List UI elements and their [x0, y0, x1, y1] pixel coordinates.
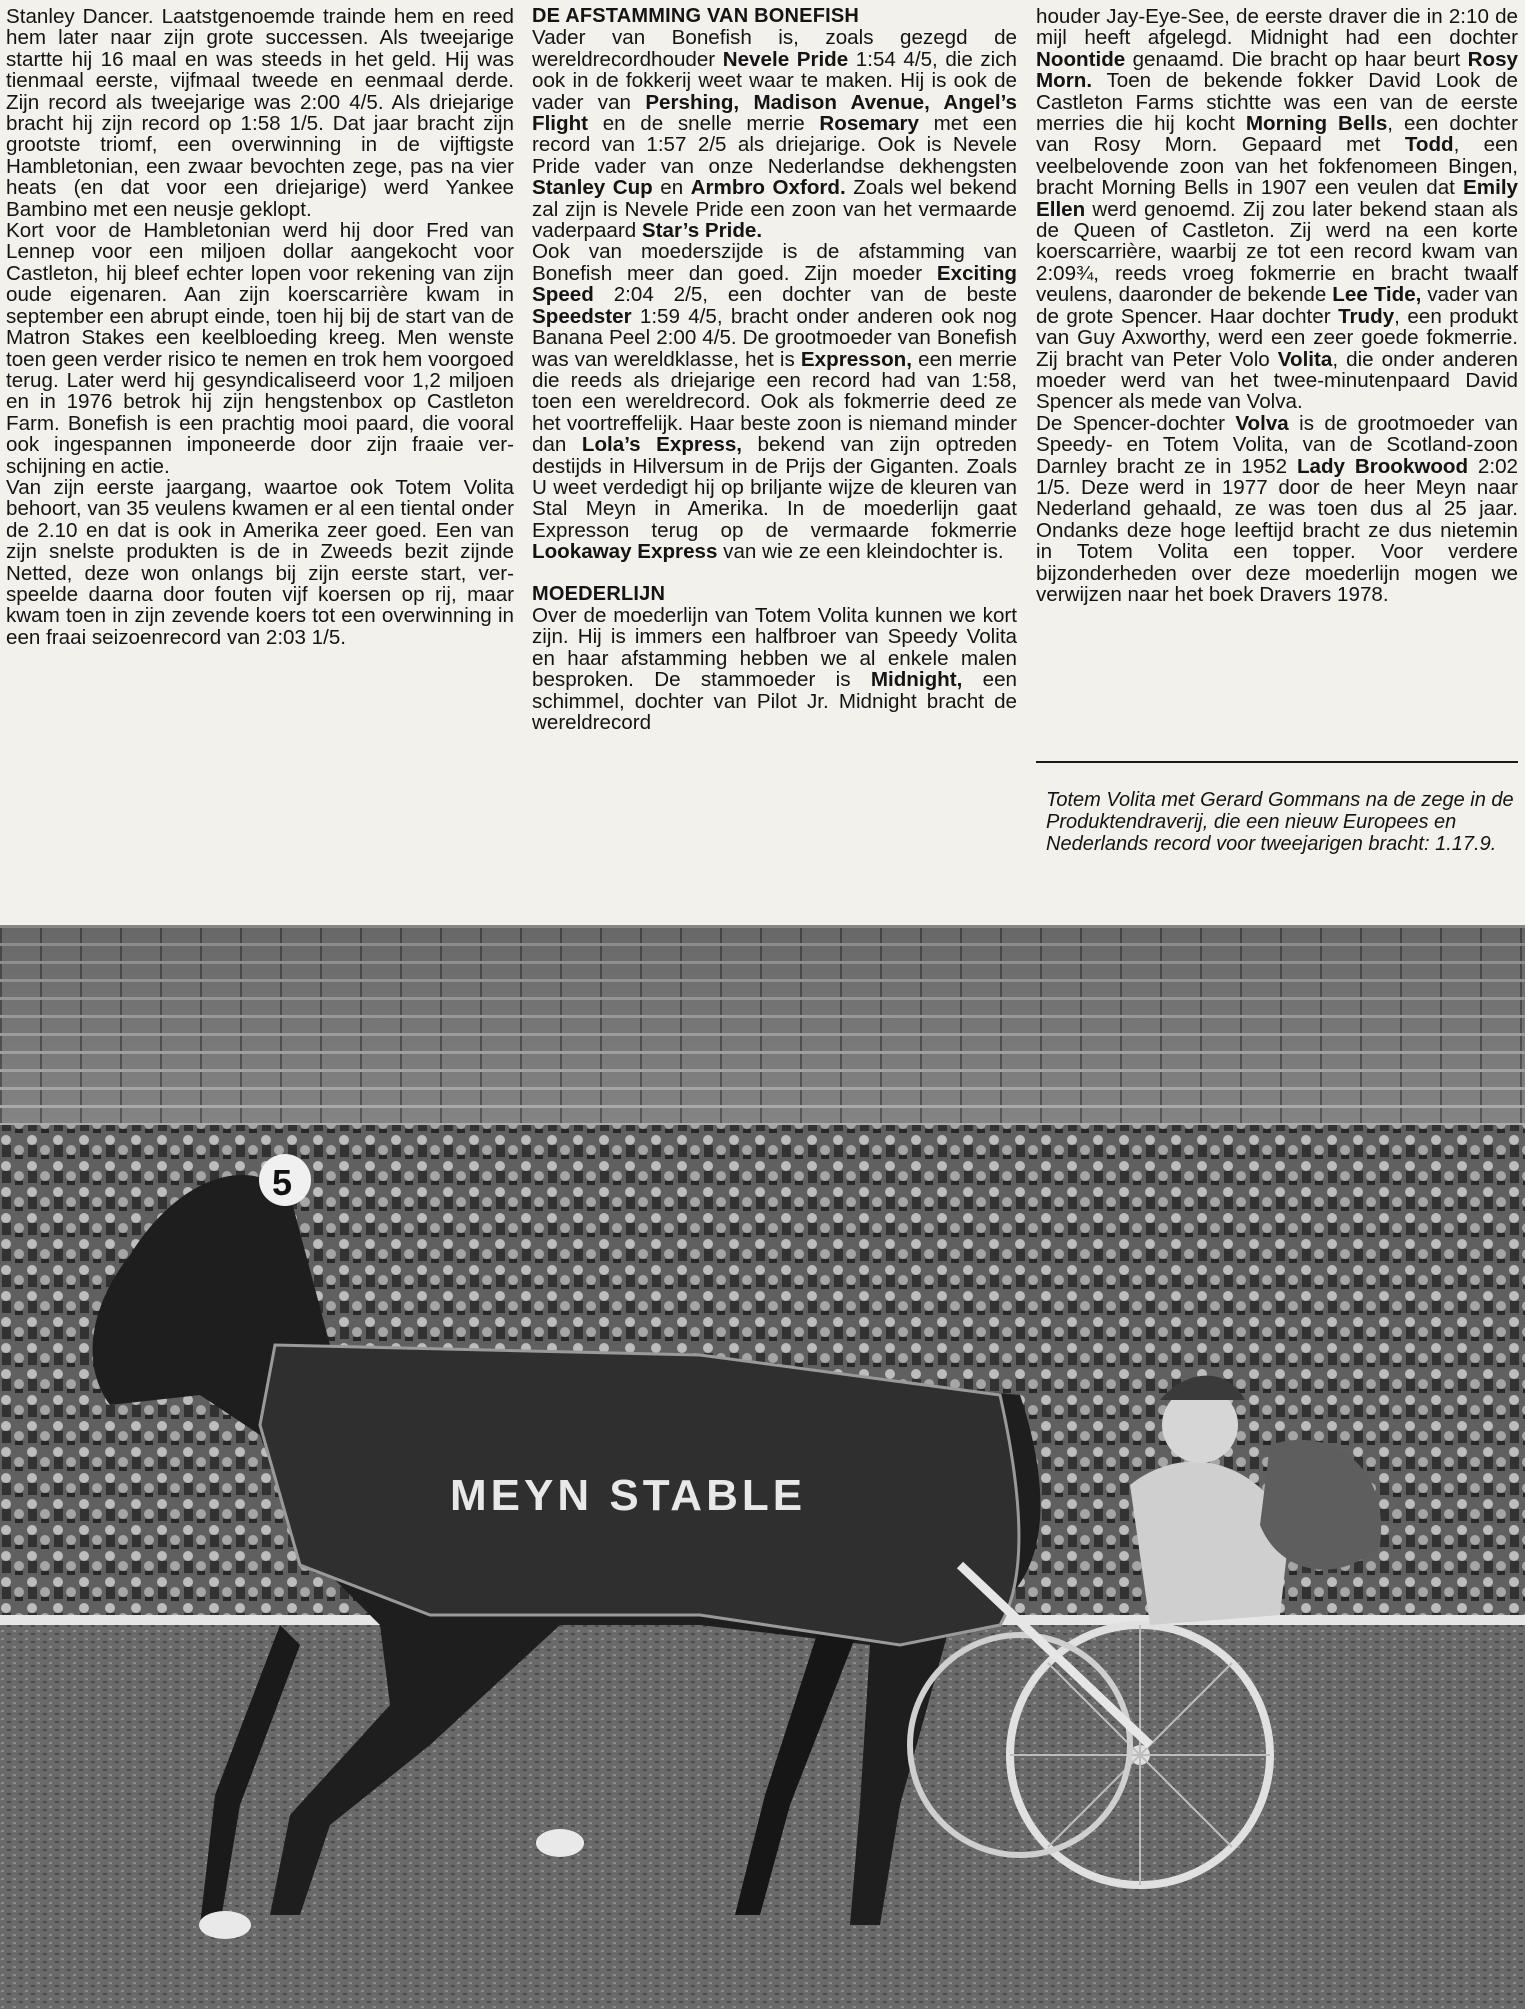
bold-name: Exciting Speed	[532, 261, 1017, 307]
text-run: is de grootmoeder van Speedy- en Totem Volita, van de Scotland-zoon Darnley bracht ze in 1952	[1036, 411, 1518, 478]
text-run: vader van de grote Spencer. Haar dochter	[1036, 283, 1518, 328]
text-run: en de snelle merrie	[588, 112, 820, 136]
text-run: genaamd. Die bracht op haar beurt	[1125, 47, 1468, 71]
text-run: met een record van 1:57 2/5 als driejarige. Ook is Nevele Pride vader van onze Nederlandse dekhengsten	[532, 112, 1017, 178]
blanket-text: MEYN STABLE	[450, 1471, 807, 1520]
bold-name: Rosy Morn.	[1036, 47, 1518, 93]
paragraph: Stanley Dancer. Laatstgenoemde trainde hem en reed hem later naar zijn grote successen. Als tweejarige startte hij 16 maal en was steeds in het geld. Hij was tienmaal eerste, vijfmaal tweede en eenmaal derde. Zijn record als tweejarige was 2:00 4/5. Als driejarige bracht hij zijn record op 1:58 1/5. Dat jaar bracht zijn grootste triomf, een overwinning in de vijftigste Hambletonian, een zwaar bevochten zege, pas na vier heats (en dat voor een driejarige) werd Yankee Bambino met een neusje geklopt.	[6, 5, 514, 221]
text-run: 2:04 2/5, een dochter van de beste	[593, 283, 1017, 307]
text-run: Vader van Bonefish is, zoals gezegd de wereldrecordhouder	[532, 26, 1017, 71]
text-run: werd genoemd. Zij zou later bekend staan als de Queen of Castleton. Zij werd na een korte koerscarrière, waarbij ze tot een record kwam van 2:09¾, reeds vroeg fokmerrie en bracht twaalf veulens, daaronder de bekende	[1036, 197, 1518, 307]
bold-name: Volva	[1235, 411, 1289, 435]
text-run: en	[652, 176, 691, 200]
bold-name: Trudy	[1338, 304, 1395, 328]
text-run: , die onder anderen moeder werd van het twee-minutenpaard David Spencer als mede van Volva.	[1036, 347, 1518, 414]
bold-name: Noontide	[1036, 47, 1126, 71]
paragraph	[1036, 413, 1518, 606]
paragraph: Van zijn eerste jaargang, waartoe ook Totem Volita behoort, van 35 veulens kwamen er al een tiental onder de 2.10 en dat is ook in Amerika zeer goed. Een van zijn snelste produkten is de in Zweeds bezit zijnde Netted, deze won onlangs bij zijn eerste start, verspeelde daarna door fouten vijf koersen op rij, maar kwam toen in zijn zevende koers tot een overwinning in een fraai seizoenrecord van 2:03 1/5.	[6, 475, 514, 649]
text-run: een merrie die reeds als driejarige een record had van 1:58, toen een wereldrecord. Ook als fokmerrie deed ze het voortreffelijk. Haar beste zoon is niemand minder dan	[532, 347, 1017, 457]
bold-name: Stanley Cup	[532, 176, 653, 200]
saddle-number: 5	[272, 1162, 293, 1203]
bold-name: Expresson,	[800, 347, 912, 371]
section-heading-moederlijn: MOEDERLIJN	[532, 582, 666, 605]
text-run: Ook van moederszijde is de afstamming van Bonefish meer dan goed. Zijn moeder	[532, 240, 1017, 285]
text-run: 2:02 1/5. Deze werd in 1977 door de heer Meyn naar Nederland gehaald, ze was toen dus al 25 jaar. Ondanks deze hoge leeftijd bracht ze dus nietemin in Totem Volita een topper. Voor verdere bijzonderheden over deze moederlijn mogen we verwijzen naar het boek Dravers 1978.	[1036, 454, 1519, 606]
text-run: Zoals wel bekend zal zijn is Nevele Pride een zoon van het vermaarde vaderpaard	[532, 176, 1017, 243]
bold-name: Todd	[1404, 133, 1454, 157]
bold-name: Pershing, Madison Avenue, Angel’s Flight	[532, 90, 1017, 136]
spacer	[532, 563, 1017, 584]
text-run: bekend van zijn optreden destijds in Hilversum in de Prijs der Giganten. Zoals U weet verdedigt hij op briljante wijze de kleuren van Stal Meyn in Amerika. In de moederlijn gaat Expresson terug op de vermaarde fokmerrie	[532, 433, 1017, 542]
bold-name: Volita	[1277, 347, 1333, 371]
text-run: , een dochter van Rosy Morn. Gepaard met	[1036, 112, 1519, 157]
bold-name: Morning Bells	[1245, 112, 1388, 136]
paragraph: Kort voor de Hambletonian werd hij door Fred van Lennep voor een miljoen dollar aangekocht voor Castleton, hij bleef echter lopen voor rekening van zijn oude eigenaren. Aan zijn koerscarrière kwam in september een abrupt einde, toen hij bij de start van de Matron Stakes een keelbloeding kreeg. Men wenste toen geen verder risico te nemen en trok hem voorgoed terug. Later werd hij gesyndicaliseerd voor 1,2 miljoen en in 1976 betrok hij zijn hengstenbox op Castleton Farm. Bonefish is een prachtig mooi paard, die vooral ook ingespannen imponeerde door zijn fraaie verschijning en actie.	[6, 219, 514, 478]
text-run: De Spencer-dochter	[1036, 411, 1236, 435]
text-column-3	[1036, 6, 1518, 605]
photo-illustration	[0, 925, 1525, 2009]
bold-name: Nevele Pride	[722, 47, 849, 71]
text-run: van wie ze een kleindochter is.	[717, 540, 1004, 564]
bold-name: Midnight,	[870, 668, 963, 692]
text-column-1	[6, 6, 514, 648]
text-run: een schimmel, dochter van Pilot Jr. Midnight bracht de wereldrecord	[532, 668, 1017, 734]
bold-name: Emily Ellen	[1036, 176, 1518, 221]
bold-name: Star’s Pride.	[641, 219, 763, 243]
paragraph	[532, 241, 1017, 562]
text-column-2	[532, 6, 1017, 733]
bold-name: Lookaway Express	[532, 540, 718, 564]
photo-caption: Totem Volita met Gerard Gommans na de zege in de Produktendraverij, die een nieuw Europees en Nederlands record voor tweejarigen bracht: 1.17.9.	[1046, 789, 1514, 855]
section-heading-afstamming: DE AFSTAMMING VAN BONEFISH	[532, 5, 860, 27]
text-run: Toen de bekende fokker David Look de Castleton Farms stichtte was een van de eerste merries die hij kocht	[1036, 69, 1518, 136]
paragraph	[532, 27, 1017, 241]
text-run: , een produkt van Guy Axworthy, werd een zeer goede fokmerrie. Zij bracht van Peter Volo	[1036, 304, 1518, 371]
bold-name: Lee Tide,	[1332, 283, 1422, 307]
text-run: , een veelbelovende zoon van het fokfenomeen Bingen, bracht Morning Bells in 1907 een veulen dat	[1036, 133, 1519, 200]
paragraph	[532, 605, 1017, 733]
text-run: 1:54 4/5, die zich ook in de fokkerij weet waar te maken. Hij is ook de vader van	[532, 47, 1018, 114]
text-run: Over de moederlijn van Totem Volita kunnen we kort zijn. Hij is immers een halfbroer van Speedy Volita en haar afstamming hebben we al enkele malen besproken. De stammoeder is	[532, 603, 1017, 692]
bold-name: Lola’s Express,	[581, 433, 742, 457]
text-run: 1:59 4/5, bracht onder anderen ook nog Banana Peel 2:00 4/5. De grootmoeder van Bonefish was van wereldklasse, het is	[532, 304, 1017, 371]
bold-name: Speedster	[532, 304, 632, 328]
bold-name: Rosemary	[819, 112, 919, 136]
paragraph	[1036, 6, 1518, 413]
text-run: houder Jay-Eye-See, de eerste draver die in 2:10 de mijl heeft afgelegd. Midnight had een dochter	[1036, 5, 1518, 50]
bold-name: Lady Brookwood	[1296, 454, 1469, 478]
caption-divider	[1036, 761, 1518, 763]
race-photo	[0, 925, 1525, 2009]
bold-name: Armbro Oxford.	[690, 176, 846, 200]
